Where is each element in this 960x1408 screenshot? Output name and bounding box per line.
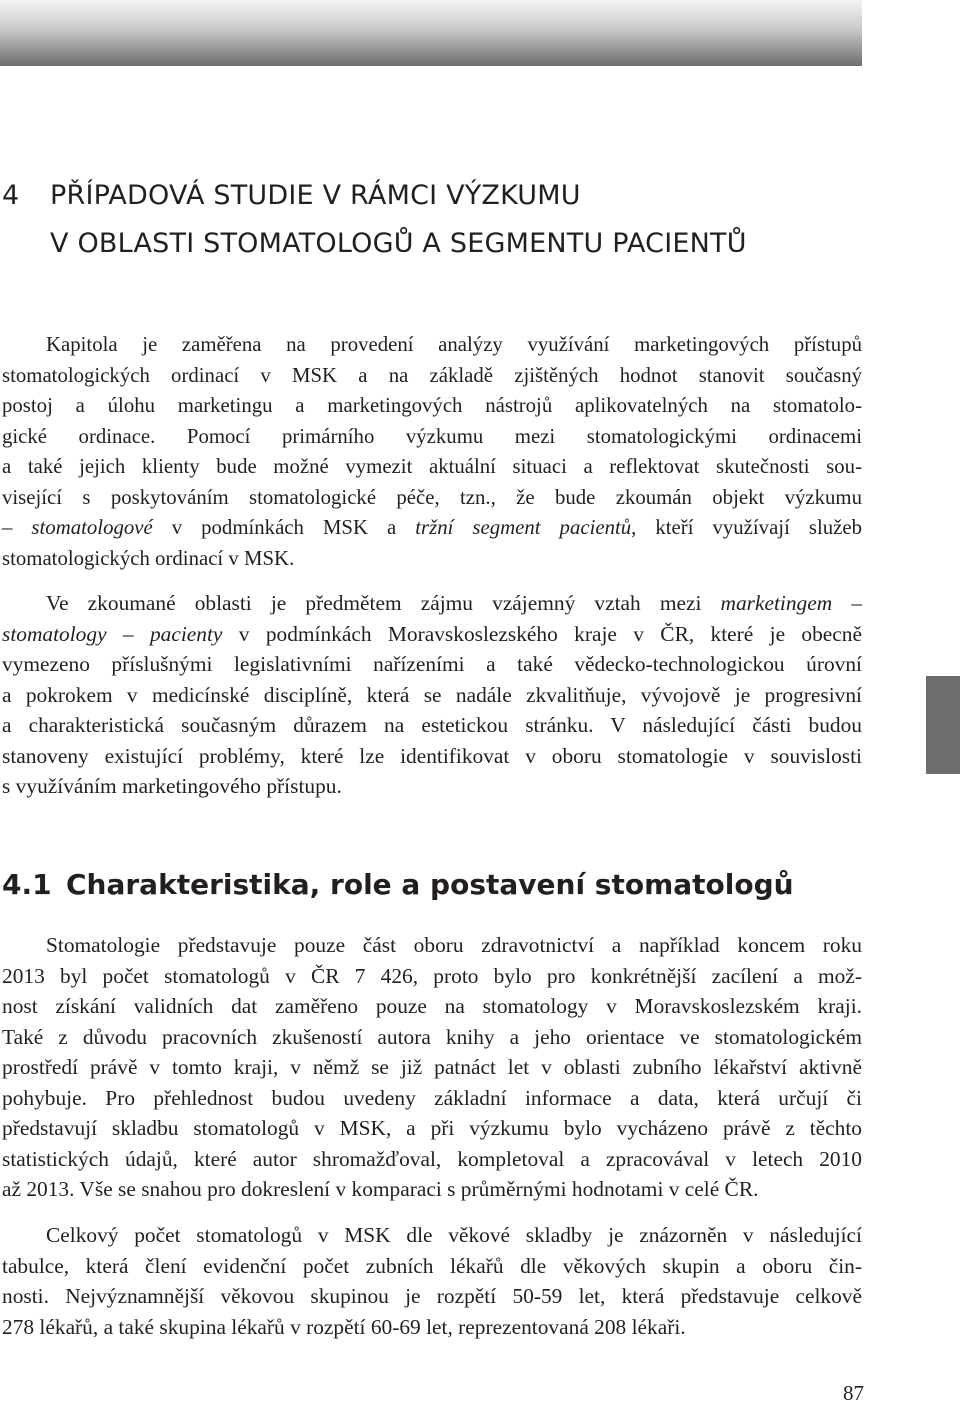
text-line: až 2013. Vše se snahou pro dokreslení v komparaci s průměrnými hodnotami v celé ČR. — [2, 1177, 759, 1201]
text-line: tabulce, která člení evidenční počet zubních lékařů dle věkových skupin a oboru čin- — [2, 1253, 862, 1278]
text-line — [2, 513, 862, 544]
chapter-heading — [2, 172, 902, 268]
italic-term: stomatology – pacienty — [2, 621, 223, 646]
text-line: a také jejich klienty bude možné vymezit aktuální situaci a reflektovat skutečnosti sou- — [2, 455, 862, 478]
paragraph-4 — [2, 1220, 862, 1342]
text-line: a pokrokem v medicínské disciplíně, která se nadále zkvalitňuje, vývojově je progresivní — [2, 682, 862, 707]
text-span: v podmínkách MSK a — [152, 516, 416, 539]
text-line: gické ordinace. Pomocí primárního výzkumu mezi stomatologickými ordinacemi — [2, 424, 862, 448]
text-line: postoj a úlohu marketingu a marketingových nástrojů aplikovatelných na stomatolo- — [2, 394, 862, 417]
text-line: s využíváním marketingového přístupu. — [2, 774, 342, 798]
chapter-title-line2: V OBLASTI STOMATOLOGŮ A SEGMENTU PACIENTŮ — [50, 228, 747, 259]
italic-term: stomatologové — [31, 516, 153, 539]
text-span: Ve zkoumané oblasti je předmětem zájmu vzájemný vztah mezi — [46, 591, 721, 615]
text-span: v podmínkách Moravskoslezského kraje v ČR, které je obecně — [222, 621, 862, 646]
text-line: pohybuje. Pro přehlednost budou uvedeny základní informace a data, která určují či — [2, 1085, 862, 1110]
text-line: 2013 byl počet stomatologů v ČR 7 426, proto bylo pro konkrétnější zacílení a mož- — [2, 963, 862, 988]
paragraph-2 — [2, 588, 862, 802]
page-number: 87 — [843, 1381, 864, 1405]
text-line: Celkový počet stomatologů v MSK dle věkové skladby je znázorněn v následující — [46, 1223, 862, 1247]
text-line: a charakteristická současným důrazem na estetickou stránku. V následující části budou — [2, 713, 862, 737]
paragraph-3 — [2, 930, 862, 1205]
text-line: visející s poskytováním stomatologické péče, tzn., že bude zkoumán objekt výzkumu — [2, 485, 862, 509]
header-gradient-bar — [0, 0, 862, 66]
text-line: stanoveny existující problémy, které lze identifikovat v oboru stomatologie v souvislosti — [2, 743, 862, 768]
italic-term: marketingem – — [720, 591, 862, 615]
chapter-thumb-tab — [926, 676, 960, 774]
text-line: nosti. Nejvýznamnější věkovou skupinou je rozpětí 50-59 let, která představuje celkově — [2, 1284, 862, 1308]
text-line: stomatologických ordinací v MSK. — [2, 546, 295, 570]
text-line: statistických údajů, které autor shromažďoval, kompletoval a zpracovával v letech 2010 — [2, 1146, 862, 1171]
text-line: představují skladbu stomatologů v MSK, a při výzkumu bylo vycházeno právě z těchto — [2, 1116, 862, 1140]
text-dash: – — [2, 516, 13, 539]
italic-term: tržní segment pacientů — [415, 516, 632, 539]
text-line: nost získání validních dat zaměřeno pouze na stomatology v Moravskoslezském kraji. — [2, 994, 862, 1018]
chapter-title-line1: PŘÍPADOVÁ STUDIE V RÁMCI VÝZKUMU — [50, 180, 581, 211]
chapter-number: 4 — [2, 180, 20, 211]
text-line: stomatologických ordinací v MSK a na základě zjištěných hodnot stanovit současný — [2, 363, 862, 387]
text-line: Kapitola je zaměřena na provedení analýzy využívání marketingových přístupů — [46, 333, 862, 356]
text-span: , kteří využívají služeb — [631, 516, 862, 539]
text-line: vymezeno příslušnými legislativními nařízeními a také vědecko-technologickou úrovní — [2, 652, 862, 676]
section-heading — [2, 862, 902, 908]
text-line: Stomatologie představuje pouze část oboru zdravotnictví a například koncem roku — [46, 933, 862, 957]
text-line — [2, 619, 862, 650]
text-line: 278 lékařů, a také skupina lékařů v rozpětí 60-69 let, reprezentovaná 208 lékaři. — [2, 1314, 686, 1339]
intro-paragraph — [2, 330, 862, 574]
section-title: Charakteristika, role a postavení stomatologů — [66, 868, 794, 901]
section-number: 4.1 — [2, 868, 52, 901]
text-line: Také z důvodu pracovních zkušeností autora knihy a jeho orientace ve stomatologickém — [2, 1024, 862, 1049]
text-line: prostředí právě v tomto kraji, v němž se již patnáct let v oblasti zubního lékařství aktivně — [2, 1055, 862, 1079]
text-line — [2, 588, 862, 619]
